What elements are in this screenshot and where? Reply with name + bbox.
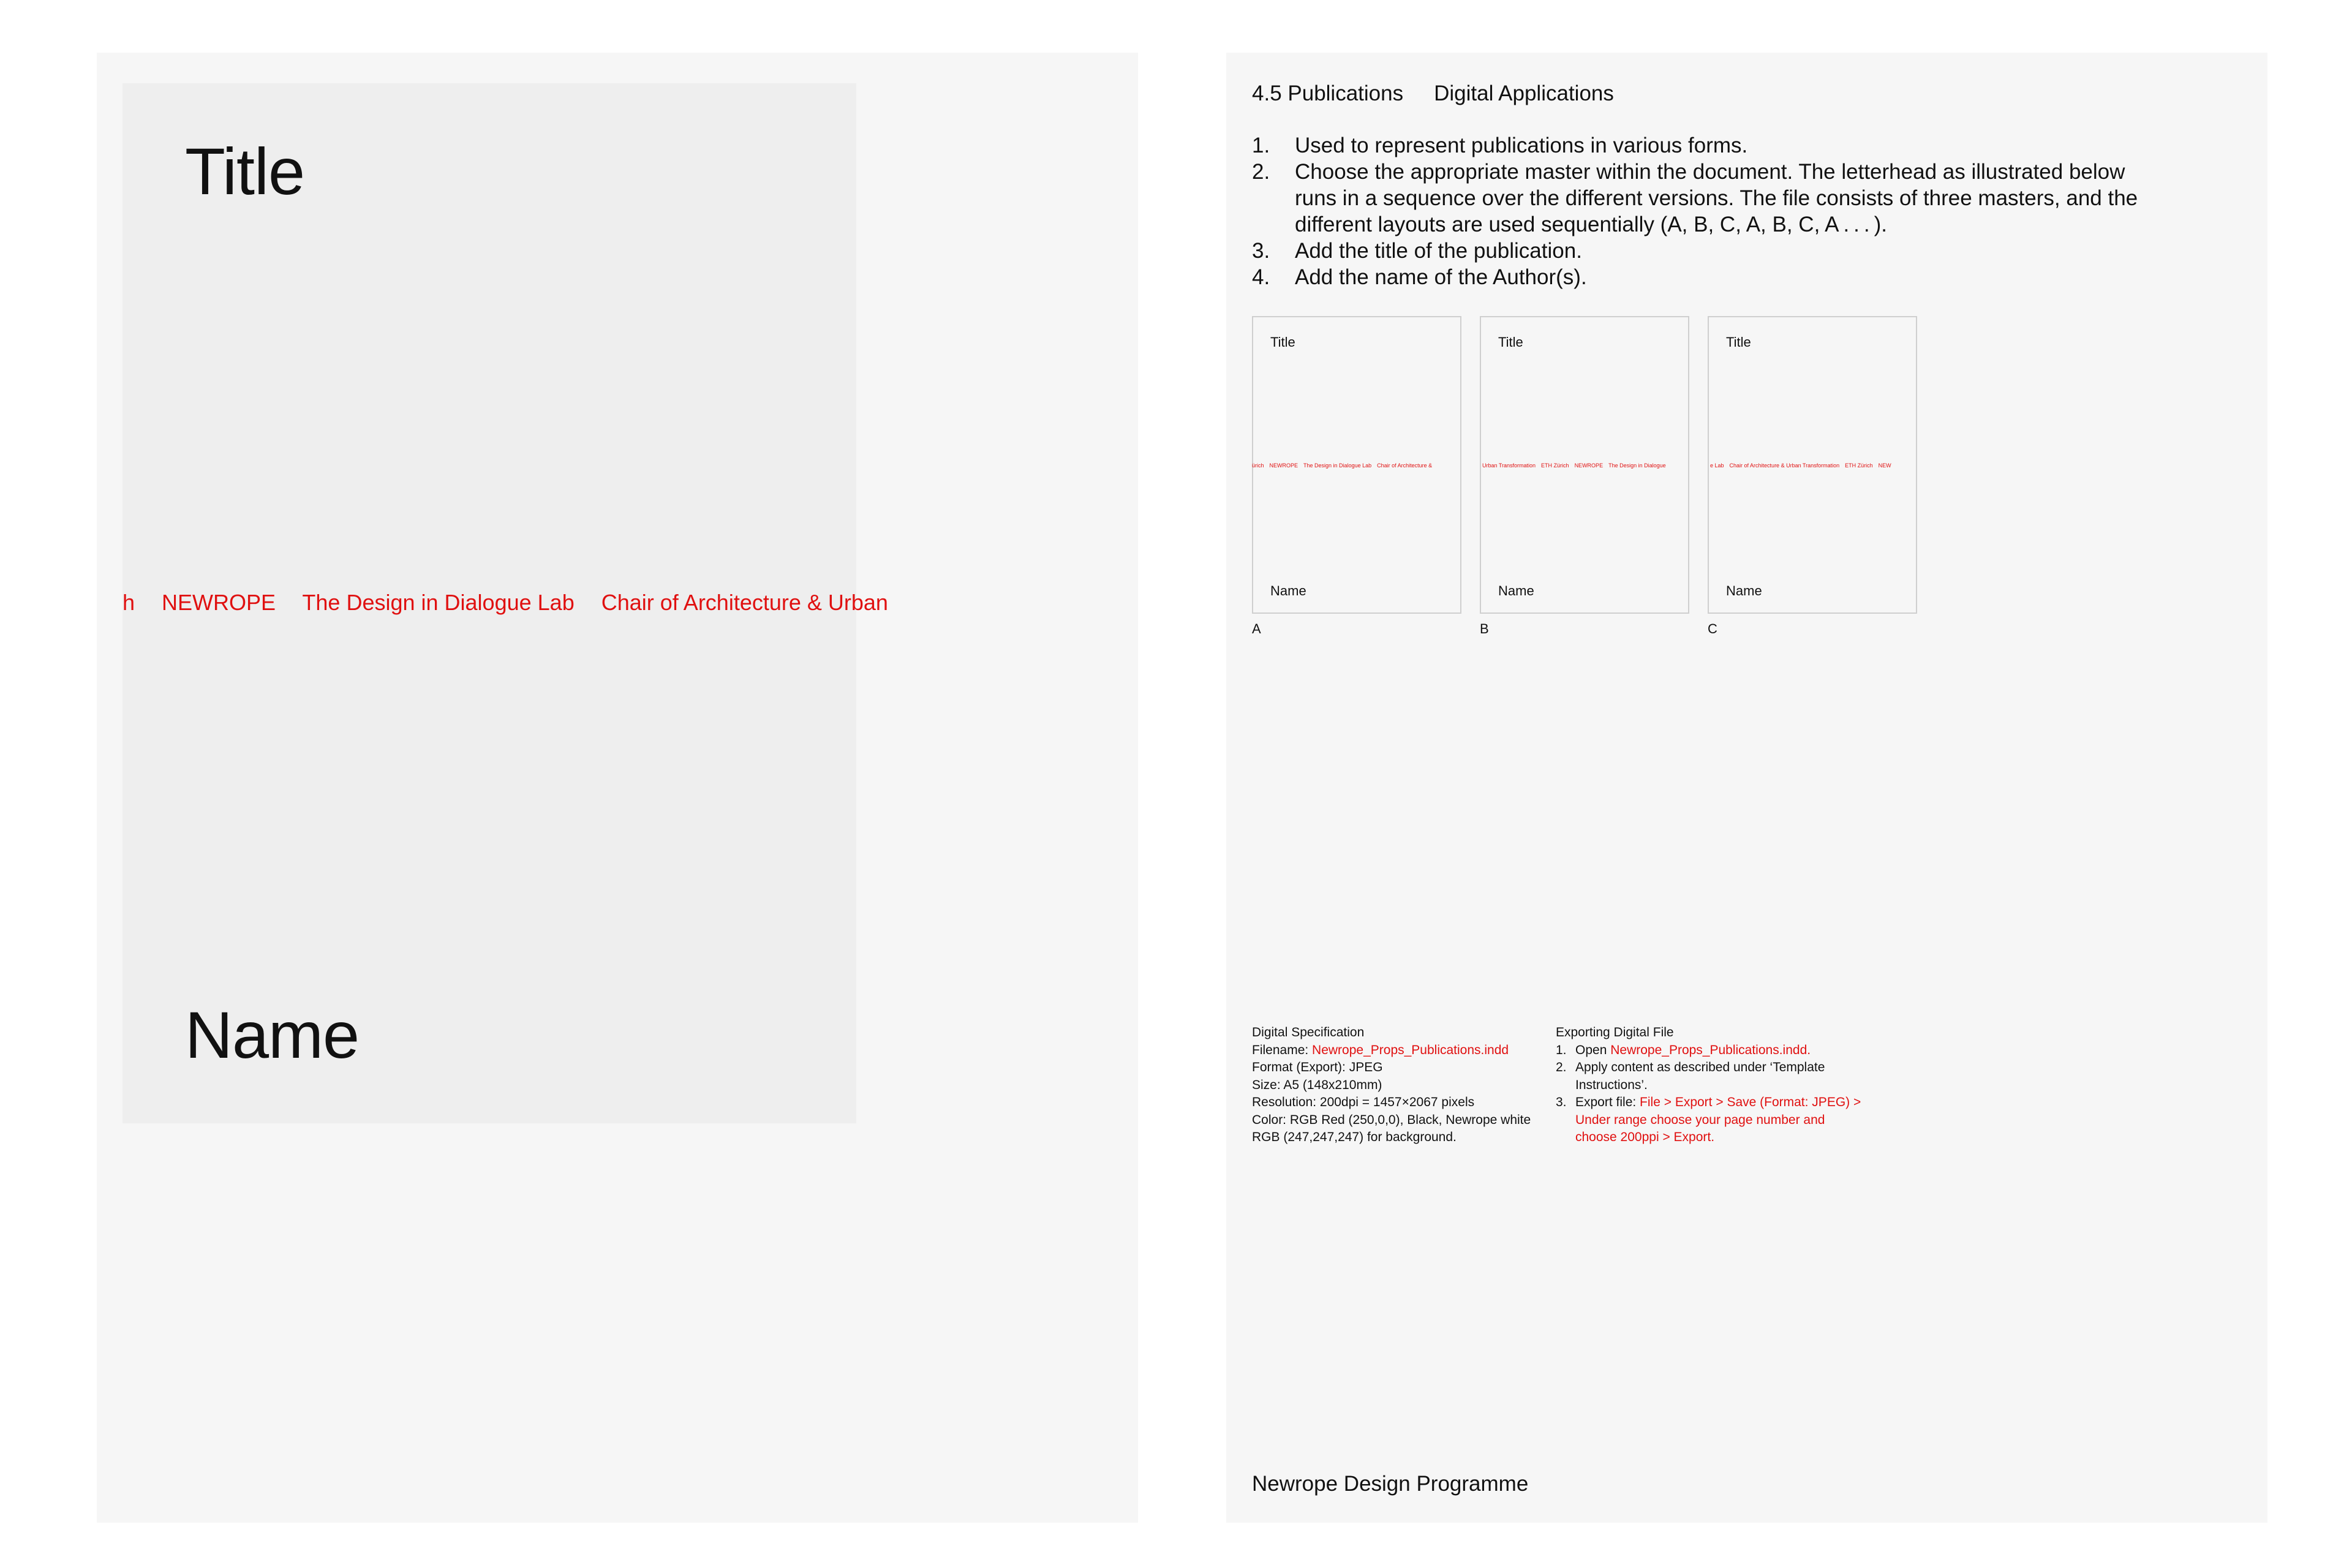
- spec-format: Format (Export): JPEG: [1252, 1060, 1383, 1074]
- thumbnail-label: B: [1480, 621, 1489, 636]
- spec-filename-value: Newrope_Props_Publications.indd: [1312, 1042, 1509, 1057]
- list-number: 1.: [1556, 1042, 1567, 1057]
- thumbnail-card: [1480, 316, 1689, 614]
- strip-item: ETH Zürich: [1845, 462, 1873, 469]
- spec-filename: [1252, 1042, 1540, 1060]
- cover-title: Title: [185, 134, 305, 208]
- thumbnail-card: [1708, 316, 1917, 614]
- thumbnail-label: C: [1708, 621, 1717, 636]
- left-page: [97, 53, 1138, 1523]
- spec-filename-label: Filename:: [1252, 1042, 1313, 1057]
- list-item: [1556, 1094, 1862, 1147]
- strip-item: The Design in Dialogue Lab: [302, 590, 575, 615]
- strip-item: NEW: [1878, 462, 1891, 469]
- thumbnail-name: Name: [1498, 583, 1534, 598]
- cover-preview: [123, 83, 888, 1123]
- strip-item: ETH Zürich: [1541, 462, 1569, 469]
- thumbnail-label: A: [1252, 621, 1261, 636]
- step-text: Open: [1575, 1042, 1611, 1057]
- step-path: File > Export > Save (Format: JPEG) > Under range choose your page number and choose 200ppi > Export.: [1575, 1095, 1861, 1144]
- strip-item: Urban Transformation: [1482, 462, 1536, 469]
- spec-color: Color: RGB Red (250,0,0), Black, Newrope white RGB (247,247,247) for background.: [1252, 1112, 1531, 1144]
- list-number: 1.: [1252, 134, 1270, 157]
- list-text: Add the title of the publication.: [1295, 239, 1582, 263]
- strip-item: NEWROPE: [162, 590, 276, 615]
- list-number: 3.: [1556, 1095, 1567, 1109]
- list-text: Used to represent publications in various forms.: [1295, 134, 1748, 157]
- spec-size: Size: A5 (148x210mm): [1252, 1077, 1382, 1092]
- thumbnail-title: Title: [1726, 334, 1751, 350]
- spec-resolution: Resolution: 200dpi = 1457×2067 pixels: [1252, 1095, 1475, 1109]
- step-file: Newrope_Props_Publications.indd.: [1610, 1042, 1811, 1057]
- thumbnail-title: Title: [1270, 334, 1295, 350]
- thumbnail-strip: [1710, 463, 1897, 469]
- strip-item: NEWROPE: [1269, 462, 1298, 469]
- list-text: Add the name of the Author(s).: [1295, 265, 1587, 289]
- page-heading: [1252, 81, 1645, 107]
- list-item: [1252, 264, 2171, 290]
- strip-item: NEWROPE: [1574, 462, 1604, 469]
- thumbnail-name: Name: [1270, 583, 1306, 598]
- thumbnail-title: Title: [1498, 334, 1523, 350]
- thumbnail-a: [1252, 316, 1460, 637]
- strip-item: Chair of Architecture & Urban Transformation: [1729, 462, 1840, 469]
- list-number: 4.: [1252, 265, 1270, 289]
- list-item: [1252, 238, 2171, 264]
- digital-specification: [1252, 1024, 1540, 1147]
- cover-letterhead-strip: [123, 592, 909, 614]
- list-item: [1556, 1059, 1862, 1094]
- thumbnail-c: [1708, 316, 1916, 637]
- list-item: [1252, 132, 2171, 159]
- strip-item: The Design in Dialogue Lab: [1303, 462, 1372, 469]
- list-number: 2.: [1252, 160, 1270, 184]
- thumbnail-name: Name: [1726, 583, 1762, 598]
- list-number: 3.: [1252, 239, 1270, 263]
- list-number: 2.: [1556, 1060, 1567, 1074]
- section-label: 4.5 Publications: [1252, 81, 1404, 105]
- thumbnail-strip: [1482, 463, 1672, 469]
- instruction-list: [1252, 132, 2171, 290]
- list-item: [1252, 159, 2171, 238]
- export-steps: [1556, 1042, 1862, 1147]
- right-page: [1226, 53, 2267, 1523]
- strip-item: e Lab: [1710, 462, 1724, 469]
- thumbnail-strip: [1252, 463, 1438, 469]
- list-text: Choose the appropriate master within the document. The letterhead as illustrated below runs in a sequence over the different versions. The file consists of three masters, and the different layouts are used sequentially (A, B, C, A, B, C, A . . . ).: [1295, 160, 2138, 236]
- step-text: Export file:: [1575, 1095, 1640, 1109]
- spec-heading: Digital Specification: [1252, 1025, 1365, 1039]
- strip-item: h: [123, 590, 135, 615]
- thumbnail-card: [1252, 316, 1461, 614]
- step-text: Apply content as described under ‘Template Instructions’.: [1575, 1060, 1825, 1092]
- footer-programme-name: Newrope Design Programme: [1252, 1472, 1529, 1496]
- strip-item: Chair of Architecture & Urban: [601, 590, 888, 615]
- master-thumbnails: [1252, 316, 1987, 659]
- strip-item: The Design in Dialogue: [1608, 462, 1666, 469]
- cover-name: Name: [185, 998, 360, 1072]
- subsection-label: Digital Applications: [1434, 81, 1614, 105]
- export-heading: Exporting Digital File: [1556, 1025, 1674, 1039]
- strip-item: Chair of Architecture &: [1377, 462, 1433, 469]
- strip-item: ürich: [1252, 462, 1264, 469]
- list-item: [1556, 1042, 1862, 1060]
- export-instructions: [1556, 1024, 1862, 1147]
- thumbnail-b: [1480, 316, 1688, 637]
